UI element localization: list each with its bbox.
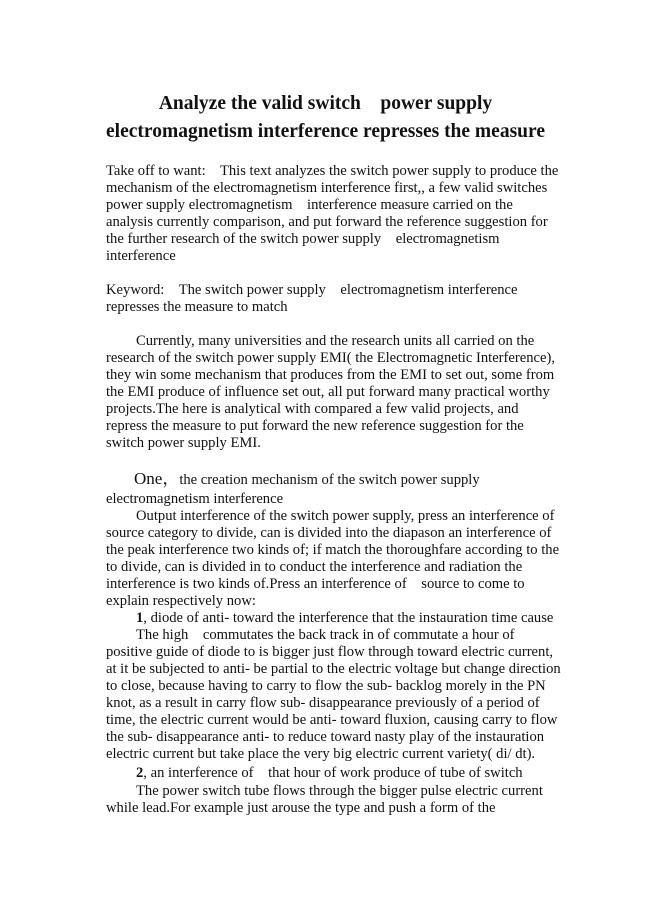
abstract-line: Take off to want: This text analyzes the switch power supply to produce the: [106, 163, 559, 179]
abstract-line: analysis currently comparison, and put forward the reference suggestion for: [106, 214, 548, 230]
body-line: explain respectively now:: [106, 593, 256, 609]
document-title-line-2: electromagnetism interference represses the measure: [106, 121, 545, 142]
section-number: One，: [134, 469, 180, 488]
body-line: to close, because having to carry to flow the sub- backlog morely in the PN: [106, 678, 546, 694]
item-text: , an interference of that hour of work produce of tube of switch: [143, 765, 523, 781]
intro-line: the EMI produce of influence set out, all put forward many practical worthy: [106, 384, 550, 400]
intro-line: they win some mechanism that produces from the EMI to set out, some from: [106, 367, 555, 383]
section-heading: [134, 470, 480, 489]
abstract-line: the further research of the switch power supply electromagnetism: [106, 231, 500, 247]
item-text: , diode of anti- toward the interference that the instauration time cause: [143, 610, 554, 626]
intro-line: research of the switch power supply EMI( the Electromagnetic Interference),: [106, 350, 555, 366]
document-title-line-1: Analyze the valid switch power supply: [158, 93, 493, 114]
intro-line: Currently, many universities and the research units all carried on the: [136, 333, 535, 349]
body-line: positive guide of diode to is bigger just flow through toward electric current,: [106, 644, 554, 660]
body-line: Output interference of the switch power supply, press an interference of: [136, 508, 555, 524]
list-item-1: [136, 610, 553, 627]
keyword-line: Keyword: The switch power supply electromagnetism interference: [106, 282, 518, 298]
intro-line: switch power supply EMI.: [106, 435, 261, 451]
body-line: The power switch tube flows through the bigger pulse electric current: [136, 783, 543, 799]
body-line: knot, as a result in carry flow sub- disappearance previously of a period of: [106, 695, 540, 711]
abstract-line: interference: [106, 248, 176, 264]
body-line: while lead.For example just arouse the type and push a form of the: [106, 800, 496, 816]
item-number: 1: [136, 610, 144, 626]
intro-line: repress the measure to put forward the new reference suggestion for the: [106, 418, 524, 434]
abstract-line: mechanism of the electromagnetism interference first,, a few valid switches: [106, 180, 548, 196]
body-line: source category to divide, can is divided into the diapason an interference of: [106, 525, 552, 541]
section-heading-text: the creation mechanism of the switch power supply: [179, 472, 480, 488]
item-number: 2: [136, 765, 144, 781]
keyword-line: represses the measure to match: [106, 299, 288, 315]
body-line: interference is two kinds of.Press an interference of source to come to: [106, 576, 525, 592]
body-line: time, the electric current would be anti- toward fluxion, causing carry to flow: [106, 712, 558, 728]
section-heading-cont: electromagnetism interference: [106, 491, 284, 507]
body-line: the sub- disappearance anti- to reduce toward nasty play of the instauration: [106, 729, 545, 745]
body-line: The high commutates the back track in of commutate a hour of: [136, 627, 515, 643]
list-item-2: [136, 765, 523, 782]
body-line: electric current but take place the very big electric current variety( di/ dt).: [106, 746, 536, 762]
body-line: at it be subjected to anti- be partial to the electric voltage but change direction: [106, 661, 561, 677]
intro-line: projects.The here is analytical with compared a few valid projects, and: [106, 401, 519, 417]
abstract-line: power supply electromagnetism interference measure carried on the: [106, 197, 513, 213]
body-line: the peak interference two kinds of; if match the thoroughfare according to the: [106, 542, 560, 558]
body-line: to divide, can is divided in to conduct the interference and radiation the: [106, 559, 523, 575]
